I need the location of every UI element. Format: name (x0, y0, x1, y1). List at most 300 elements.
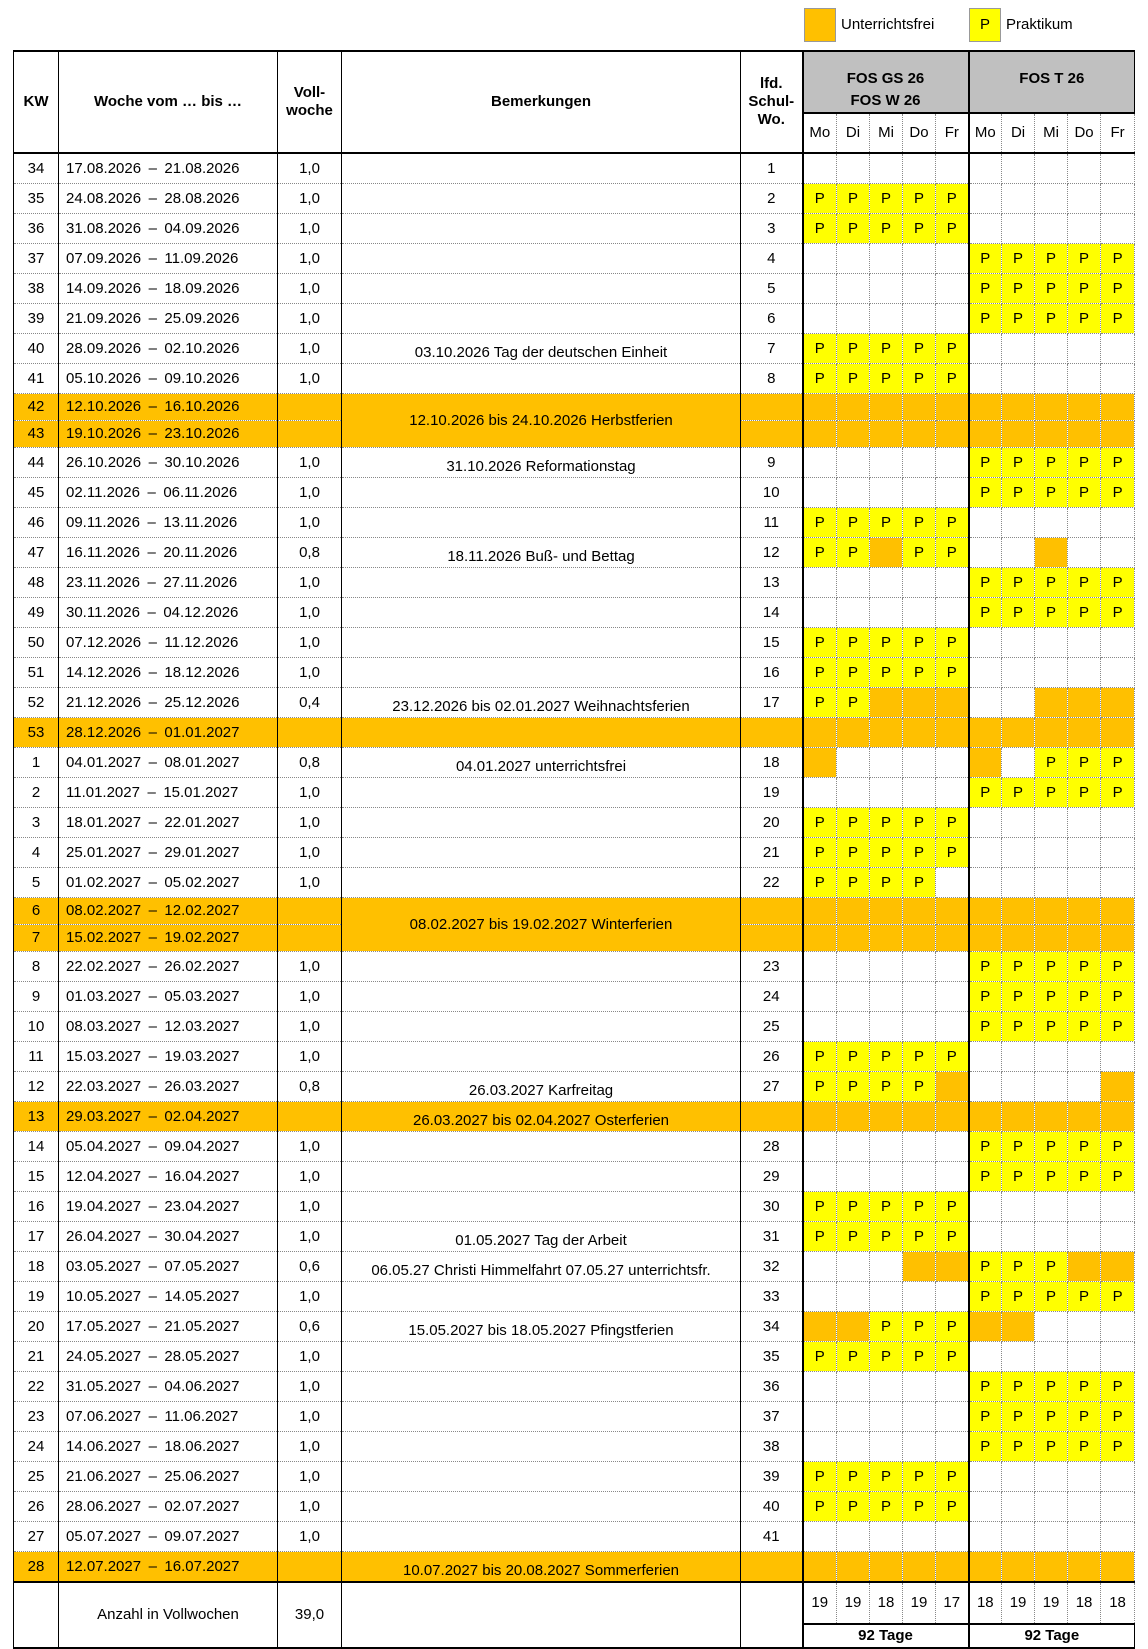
day-cell (1101, 1222, 1135, 1252)
day-cell (870, 1552, 903, 1583)
header-group-fos-gs-w: FOS GS 26 FOS W 26 (803, 51, 969, 113)
week-to: 11.12.2026 (164, 633, 239, 651)
day-cell: P (1035, 1012, 1068, 1042)
week-row (14, 334, 1135, 364)
day-cell (903, 778, 936, 808)
week-dates (59, 1552, 278, 1583)
week-schulwoche: 15 (741, 628, 803, 658)
day-cell: P (1101, 1372, 1135, 1402)
week-schulwoche: 39 (741, 1462, 803, 1492)
day-cell (870, 1012, 903, 1042)
week-remark (342, 1402, 741, 1432)
week-row (14, 568, 1135, 598)
date-dash: – (141, 843, 165, 861)
day-cell (936, 868, 969, 898)
week-dates (59, 898, 278, 925)
day-cell (1101, 868, 1135, 898)
day-cell (1035, 214, 1068, 244)
day-cell (936, 1162, 969, 1192)
week-row (14, 1462, 1135, 1492)
week-to: 12.03.2027 (164, 1017, 240, 1035)
week-vollwoche: 0,4 (278, 688, 342, 718)
date-dash: – (141, 1317, 165, 1335)
day-cell: P (969, 274, 1002, 304)
day-cell (1002, 1312, 1035, 1342)
day-cell: P (969, 598, 1002, 628)
week-schulwoche: 11 (741, 508, 803, 538)
date-dash: – (141, 1347, 165, 1365)
day-cell (803, 748, 837, 778)
week-from: 22.03.2027 (66, 1077, 142, 1095)
day-cell (1101, 718, 1135, 748)
day-cell (1101, 658, 1135, 688)
week-row (14, 448, 1135, 478)
day-cell (837, 1252, 870, 1282)
day-cell (936, 421, 969, 448)
week-vollwoche: 1,0 (278, 508, 342, 538)
day-cell: P (936, 658, 969, 688)
day-cell: P (903, 1042, 936, 1072)
week-row (14, 598, 1135, 628)
week-to: 27.11.2026 (163, 573, 238, 591)
week-schulwoche (741, 898, 803, 925)
day-cell (1068, 718, 1101, 748)
day-cell (803, 1132, 837, 1162)
day-cell: P (903, 1072, 936, 1102)
day-cell: P (1002, 1372, 1035, 1402)
day-cell: P (870, 1222, 903, 1252)
day-cell: P (870, 658, 903, 688)
day-cell (1068, 334, 1101, 364)
date-dash: – (141, 189, 165, 207)
week-vollwoche: 1,0 (278, 568, 342, 598)
date-dash: – (141, 929, 165, 946)
day-cell: P (837, 658, 870, 688)
week-dates (59, 1312, 278, 1342)
week-kw: 22 (14, 1372, 59, 1402)
week-remark (342, 478, 741, 508)
week-kw: 45 (14, 478, 59, 508)
week-row (14, 1162, 1135, 1192)
day-cell (1002, 394, 1035, 421)
day-cell: P (1035, 1432, 1068, 1462)
day-cell: P (803, 1072, 837, 1102)
week-vollwoche: 1,0 (278, 1012, 342, 1042)
week-to: 26.02.2027 (164, 957, 240, 975)
week-schulwoche: 1 (741, 153, 803, 184)
day-cell: P (969, 982, 1002, 1012)
day-cell: P (1002, 1402, 1035, 1432)
week-schulwoche (741, 925, 803, 952)
day-cell: P (936, 1312, 969, 1342)
day-cell: P (1035, 1252, 1068, 1282)
week-dates (59, 304, 278, 334)
week-to: 02.04.2027 (164, 1107, 240, 1125)
day-cell: P (903, 1342, 936, 1372)
day-cell (1068, 628, 1101, 658)
header-day-2-di: Di (1002, 113, 1035, 153)
day-cell (870, 1162, 903, 1192)
day-cell: P (1101, 448, 1135, 478)
day-cell (936, 1012, 969, 1042)
week-to: 09.10.2026 (164, 369, 240, 387)
week-vollwoche (278, 925, 342, 952)
week-kw: 14 (14, 1132, 59, 1162)
day-cell (837, 598, 870, 628)
week-to: 14.05.2027 (164, 1287, 240, 1305)
legend-label-praktikum: Praktikum (1006, 16, 1073, 33)
day-cell (870, 394, 903, 421)
week-schulwoche: 26 (741, 1042, 803, 1072)
day-cell (1002, 1462, 1035, 1492)
week-schulwoche: 19 (741, 778, 803, 808)
week-vollwoche: 0,8 (278, 538, 342, 568)
week-kw: 8 (14, 952, 59, 982)
day-cell (936, 1372, 969, 1402)
day-cell (903, 925, 936, 952)
day-cell (1002, 214, 1035, 244)
total-g1: 92 Tage (803, 1624, 969, 1648)
day-cell (903, 688, 936, 718)
week-to: 06.11.2026 (163, 483, 238, 501)
day-cell (1068, 1102, 1101, 1132)
date-dash: – (141, 1077, 165, 1095)
week-row (14, 1042, 1135, 1072)
date-dash: – (141, 633, 165, 651)
week-kw: 2 (14, 778, 59, 808)
week-remark (342, 982, 741, 1012)
day-cell (803, 1102, 837, 1132)
week-dates (59, 1042, 278, 1072)
week-from: 30.11.2026 (66, 603, 140, 621)
day-cell (969, 334, 1002, 364)
day-cell: P (803, 214, 837, 244)
week-dates (59, 508, 278, 538)
day-cell (903, 394, 936, 421)
week-dates (59, 982, 278, 1012)
week-row (14, 748, 1135, 778)
date-dash: – (141, 1407, 165, 1425)
week-vollwoche: 1,0 (278, 274, 342, 304)
day-cell (870, 898, 903, 925)
day-cell: P (903, 808, 936, 838)
header-group-fos-t: FOS T 26 (969, 51, 1135, 113)
week-vollwoche: 1,0 (278, 364, 342, 394)
week-dates (59, 153, 278, 184)
day-cell: P (969, 1252, 1002, 1282)
week-vollwoche: 1,0 (278, 214, 342, 244)
day-cell: P (903, 658, 936, 688)
day-cell: P (1035, 952, 1068, 982)
day-cell (870, 925, 903, 952)
day-cell (1002, 538, 1035, 568)
day-cell: P (1002, 1282, 1035, 1312)
week-dates (59, 244, 278, 274)
day-cell (837, 478, 870, 508)
week-kw: 12 (14, 1072, 59, 1102)
day-cell (969, 658, 1002, 688)
day-cell: P (1002, 1432, 1035, 1462)
day-cell (1101, 214, 1135, 244)
header-bemerkungen: Bemerkungen (342, 51, 741, 153)
day-cell (936, 598, 969, 628)
day-cell: P (1068, 304, 1101, 334)
day-cell: P (1002, 448, 1035, 478)
day-cell: P (803, 538, 837, 568)
week-remark: 01.05.2027 Tag der Arbeit (342, 1222, 741, 1252)
week-to: 19.02.2027 (164, 929, 240, 946)
day-cell (837, 153, 870, 184)
week-row (14, 214, 1135, 244)
day-cell (803, 598, 837, 628)
day-cell: P (837, 1222, 870, 1252)
summary-remark-blank (342, 1582, 741, 1648)
day-cell (936, 153, 969, 184)
day-cell (969, 153, 1002, 184)
day-cell (837, 421, 870, 448)
day-cell (803, 304, 837, 334)
day-cell (870, 982, 903, 1012)
week-remark (342, 778, 741, 808)
week-vollwoche: 1,0 (278, 628, 342, 658)
day-cell (1035, 334, 1068, 364)
week-vollwoche: 1,0 (278, 1222, 342, 1252)
day-cell (969, 688, 1002, 718)
day-cell (837, 394, 870, 421)
week-row (14, 1432, 1135, 1462)
day-cell (903, 1012, 936, 1042)
day-cell (837, 448, 870, 478)
day-cell: P (803, 658, 837, 688)
header-vollwoche: Voll-woche (278, 51, 342, 153)
day-cell: P (1002, 274, 1035, 304)
day-cell: P (803, 1042, 837, 1072)
day-cell: P (936, 334, 969, 364)
week-from: 05.07.2027 (66, 1527, 142, 1545)
summary-label: Anzahl in Vollwochen (59, 1582, 278, 1648)
day-cell (1101, 364, 1135, 394)
date-dash: – (141, 369, 165, 387)
day-cell (903, 153, 936, 184)
date-dash: – (141, 309, 165, 327)
day-cell: P (1068, 1012, 1101, 1042)
day-cell (803, 244, 837, 274)
week-to: 12.02.2027 (164, 902, 240, 919)
day-cell (936, 1072, 969, 1102)
week-kw: 28 (14, 1552, 59, 1583)
day-cell: P (903, 1462, 936, 1492)
day-cell (837, 1102, 870, 1132)
date-dash: – (141, 1287, 165, 1305)
day-cell (1068, 838, 1101, 868)
week-schulwoche: 24 (741, 982, 803, 1012)
week-from: 08.03.2027 (66, 1017, 142, 1035)
day-cell (803, 925, 837, 952)
header-day-1-di: Di (837, 113, 870, 153)
week-schulwoche: 40 (741, 1492, 803, 1522)
week-row (14, 808, 1135, 838)
day-cell: P (1035, 1282, 1068, 1312)
week-dates (59, 718, 278, 748)
day-cell (837, 568, 870, 598)
day-cell (837, 274, 870, 304)
day-cell (1035, 1042, 1068, 1072)
week-row (14, 244, 1135, 274)
day-cell: P (803, 334, 837, 364)
week-remark (342, 304, 741, 334)
day-cell: P (1035, 1402, 1068, 1432)
week-schulwoche: 35 (741, 1342, 803, 1372)
day-cell (1068, 153, 1101, 184)
week-dates (59, 1372, 278, 1402)
week-to: 23.10.2026 (164, 425, 240, 442)
day-cell (1002, 1042, 1035, 1072)
date-dash: – (139, 783, 164, 801)
week-dates (59, 1222, 278, 1252)
week-dates (59, 1462, 278, 1492)
week-vollwoche: 1,0 (278, 244, 342, 274)
week-dates (59, 1402, 278, 1432)
week-row (14, 898, 1135, 925)
week-to: 02.10.2026 (164, 339, 240, 357)
week-vollwoche: 1,0 (278, 1342, 342, 1372)
week-schulwoche (741, 718, 803, 748)
day-cell: P (936, 1222, 969, 1252)
week-from: 25.01.2027 (66, 843, 142, 861)
week-dates (59, 1012, 278, 1042)
week-dates (59, 1192, 278, 1222)
day-cell (1101, 1192, 1135, 1222)
week-remark: 04.01.2027 unterrichtsfrei (342, 748, 741, 778)
day-cell: P (1068, 778, 1101, 808)
day-cell (1068, 1492, 1101, 1522)
date-dash: – (141, 693, 165, 711)
day-cell: P (870, 1342, 903, 1372)
day-cell (1035, 868, 1068, 898)
week-kw: 26 (14, 1492, 59, 1522)
week-kw: 9 (14, 982, 59, 1012)
week-schulwoche: 36 (741, 1372, 803, 1402)
day-cell: P (870, 628, 903, 658)
day-cell (969, 1462, 1002, 1492)
week-to: 30.04.2027 (164, 1227, 240, 1245)
week-kw: 23 (14, 1402, 59, 1432)
day-cell (936, 1522, 969, 1552)
week-remark (342, 1372, 741, 1402)
week-remark (342, 184, 741, 214)
day-cell: P (803, 838, 837, 868)
day-cell (1035, 808, 1068, 838)
day-cell (1035, 508, 1068, 538)
week-remark: 12.10.2026 bis 24.10.2026 Herbstferien (342, 394, 741, 448)
week-row (14, 364, 1135, 394)
day-cell: P (837, 1492, 870, 1522)
week-schulwoche: 21 (741, 838, 803, 868)
day-cell (1068, 1312, 1101, 1342)
week-remark: 15.05.2027 bis 18.05.2027 Pfingstferien (342, 1312, 741, 1342)
day-cell: P (903, 334, 936, 364)
day-cell (969, 184, 1002, 214)
day-cell (837, 1552, 870, 1583)
day-cell: P (870, 1462, 903, 1492)
day-cell: P (903, 1312, 936, 1342)
day-cell (936, 394, 969, 421)
week-remark: 08.02.2027 bis 19.02.2027 Winterferien (342, 898, 741, 952)
week-from: 31.08.2026 (66, 219, 142, 237)
week-from: 14.09.2026 (66, 279, 142, 297)
day-cell: P (1068, 952, 1101, 982)
week-kw: 24 (14, 1432, 59, 1462)
day-cell: P (870, 1072, 903, 1102)
day-cell: P (803, 1222, 837, 1252)
date-dash: – (141, 339, 165, 357)
day-cell: P (1068, 244, 1101, 274)
header-day-1-mi: Mi (870, 113, 903, 153)
day-cell: P (969, 1372, 1002, 1402)
day-cell (1068, 1192, 1101, 1222)
week-schulwoche: 31 (741, 1222, 803, 1252)
week-vollwoche: 1,0 (278, 1522, 342, 1552)
day-cell (936, 448, 969, 478)
week-dates (59, 394, 278, 421)
day-cell (1101, 898, 1135, 925)
week-kw: 5 (14, 868, 59, 898)
day-cell: P (1068, 274, 1101, 304)
day-cell: P (837, 214, 870, 244)
week-row (14, 1192, 1135, 1222)
week-kw: 48 (14, 568, 59, 598)
week-vollwoche: 0,8 (278, 1072, 342, 1102)
week-row (14, 478, 1135, 508)
week-from: 26.10.2026 (66, 453, 142, 471)
week-row (14, 1012, 1135, 1042)
day-cell (870, 153, 903, 184)
week-vollwoche: 1,0 (278, 982, 342, 1012)
day-cell (837, 1312, 870, 1342)
day-cell (1068, 394, 1101, 421)
day-cell (837, 925, 870, 952)
day-cell (1068, 1252, 1101, 1282)
week-to: 19.03.2027 (164, 1047, 240, 1065)
day-cell (1068, 1342, 1101, 1372)
week-kw: 43 (14, 421, 59, 448)
week-to: 18.12.2026 (164, 663, 240, 681)
day-cell (1002, 334, 1035, 364)
day-cell (936, 688, 969, 718)
day-cell (969, 628, 1002, 658)
week-from: 17.08.2026 (66, 159, 142, 177)
week-vollwoche: 1,0 (278, 334, 342, 364)
day-cell: P (903, 628, 936, 658)
week-schulwoche: 2 (741, 184, 803, 214)
week-dates (59, 1252, 278, 1282)
week-vollwoche (278, 421, 342, 448)
day-cell (903, 274, 936, 304)
day-cell (936, 952, 969, 982)
legend-label-unterrichtsfrei: Unterrichtsfrei (841, 16, 935, 33)
week-to: 09.04.2027 (164, 1137, 240, 1155)
date-dash: – (141, 957, 165, 975)
day-cell: P (969, 1402, 1002, 1432)
week-schulwoche: 37 (741, 1402, 803, 1432)
week-kw: 1 (14, 748, 59, 778)
date-dash: – (141, 1557, 165, 1575)
day-cell (1002, 364, 1035, 394)
day-cell (1035, 1192, 1068, 1222)
week-to: 18.09.2026 (164, 279, 240, 297)
day-cell: P (1035, 1372, 1068, 1402)
day-cell (903, 952, 936, 982)
